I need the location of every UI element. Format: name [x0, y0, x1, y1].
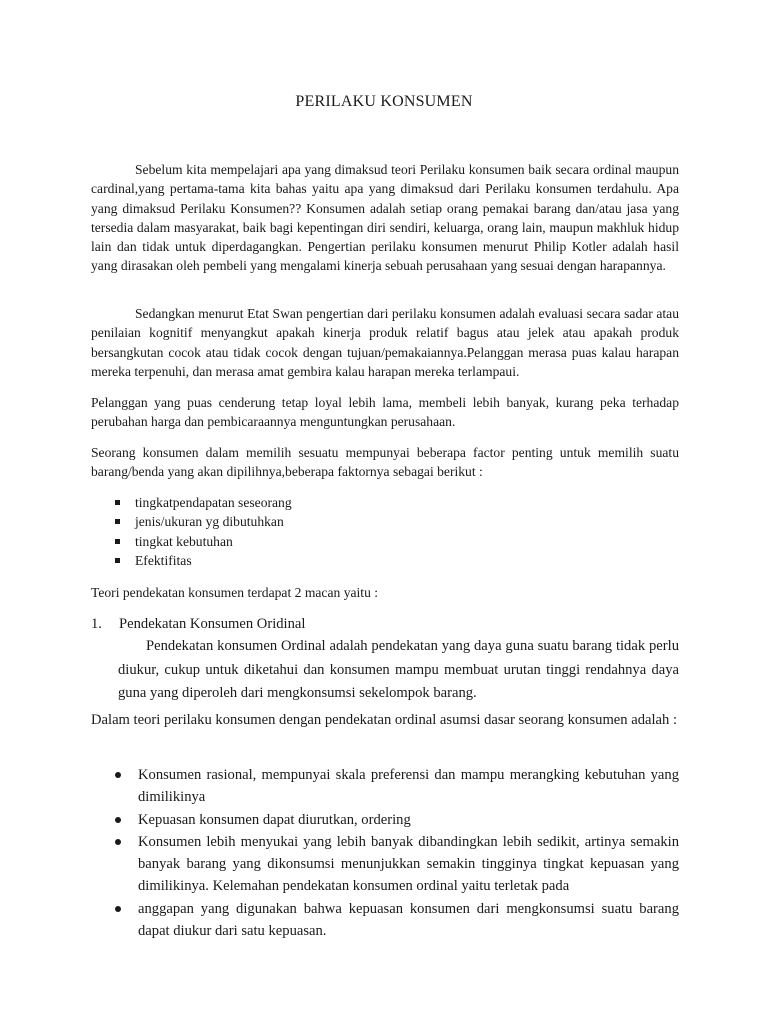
round-bullet-icon	[115, 772, 121, 778]
paragraph-intro: Sebelum kita mempelajari apa yang dimaksud teori Perilaku konsumen baik secara ordinal maupun cardinal,yang pertama-tama kita bahas yaitu apa yang dimaksud dari Perilaku konsumen terdahulu. Apa yang dimaksud Perilaku Konsumen?? Konsumen adalah setiap orang pemakai barang dan/atau jasa yang tersedia dalam masyarakat, baik bagi kepentingan diri sendiri, keluarga, orang lain, maupun makhluk hidup lain dan tidak untuk diperdagangkan. Pengertian perilaku konsumen menurut Philip Kotler adalah hasil yang dirasakan oleh pembeli yang mengalami kinerja sebuah perusahaan yang sesuai dengan harapannya.	[91, 162, 679, 274]
list-item: Kepuasan konsumen dapat diurutkan, ordering	[115, 809, 679, 831]
factor-list	[113, 493, 292, 570]
assumption-list	[115, 764, 679, 942]
list-item: jenis/ukuran yg dibutuhkan	[113, 512, 292, 531]
paragraph-factors-intro: Seorang konsumen dalam memilih sesuatu mempunyai beberapa factor penting untuk memilih suatu barang/benda yang akan dipilihnya,beberapa faktornya sebagai berikut :	[91, 445, 679, 480]
paragraph-loyal: Pelanggan yang puas cenderung tetap loyal lebih lama, membeli lebih banyak, kurang peka terhadap perubahan harga dan pembicaraannya menguntungkan perusahaan.	[91, 395, 679, 430]
paragraph-etat-swan: Sedangkan menurut Etat Swan pengertian dari perilaku konsumen adalah evaluasi secara sadar atau penilaian kognitif menyangkut apakah kinerja produk relatif bagus atau jelek atau apakah produk bersangkutan cocok atau tidak cocok dengan tujuan/pemakaiannya.Pelanggan merasa puas kalau harapan mereka terpenuhi, dan merasa amat gembira kalau harapan mereka terlampaui.	[91, 306, 679, 379]
section-heading-text: Pendekatan Konsumen Oridinal	[119, 616, 306, 632]
round-bullet-icon	[115, 906, 121, 912]
list-item: Konsumen lebih menyukai yang lebih banyak dibandingkan lebih sedikit, artinya semakin banyak barang yang dikonsumsi menunjukkan semakin tingginya tingkat kepuasan yang dimilikinya. Kelemahan pendekatan konsumen ordinal yaitu terletak pada	[115, 831, 679, 898]
page-title: PERILAKU KONSUMEN	[295, 93, 473, 110]
round-bullet-icon	[115, 817, 121, 823]
section-heading	[91, 614, 305, 634]
list-item: anggapan yang digunakan bahwa kepuasan konsumen dari mengkonsumsi suatu barang dapat diukur dari satu kepuasan.	[115, 898, 679, 943]
list-item: Efektifitas	[113, 551, 292, 570]
list-item: tingkatpendapatan seseorang	[113, 493, 292, 512]
round-bullet-icon	[115, 839, 121, 845]
paragraph-theory-intro: Teori pendekatan konsumen terdapat 2 macan yaitu :	[91, 585, 379, 600]
square-bullet-icon	[115, 558, 120, 563]
square-bullet-icon	[115, 539, 120, 544]
square-bullet-icon	[115, 500, 120, 505]
section-body: Pendekatan konsumen Ordinal adalah pendekatan yang daya guna suatu barang tidak perlu diukur, cukup untuk diketahui dan konsumen mampu membuat urutan tinggi rendahnya daya guna yang diperoleh dari mengkonsumsi sekelompok barang.	[118, 638, 679, 701]
list-item: Konsumen rasional, mempunyai skala preferensi dan mampu merangking kebutuhan yang dimilikinya	[115, 764, 679, 809]
paragraph-assumption-intro: Dalam teori perilaku konsumen dengan pendekatan ordinal asumsi dasar seorang konsumen adalah :	[91, 712, 678, 728]
square-bullet-icon	[115, 519, 120, 524]
list-item: tingkat kebutuhan	[113, 532, 292, 551]
section-number: 1.	[91, 616, 102, 632]
